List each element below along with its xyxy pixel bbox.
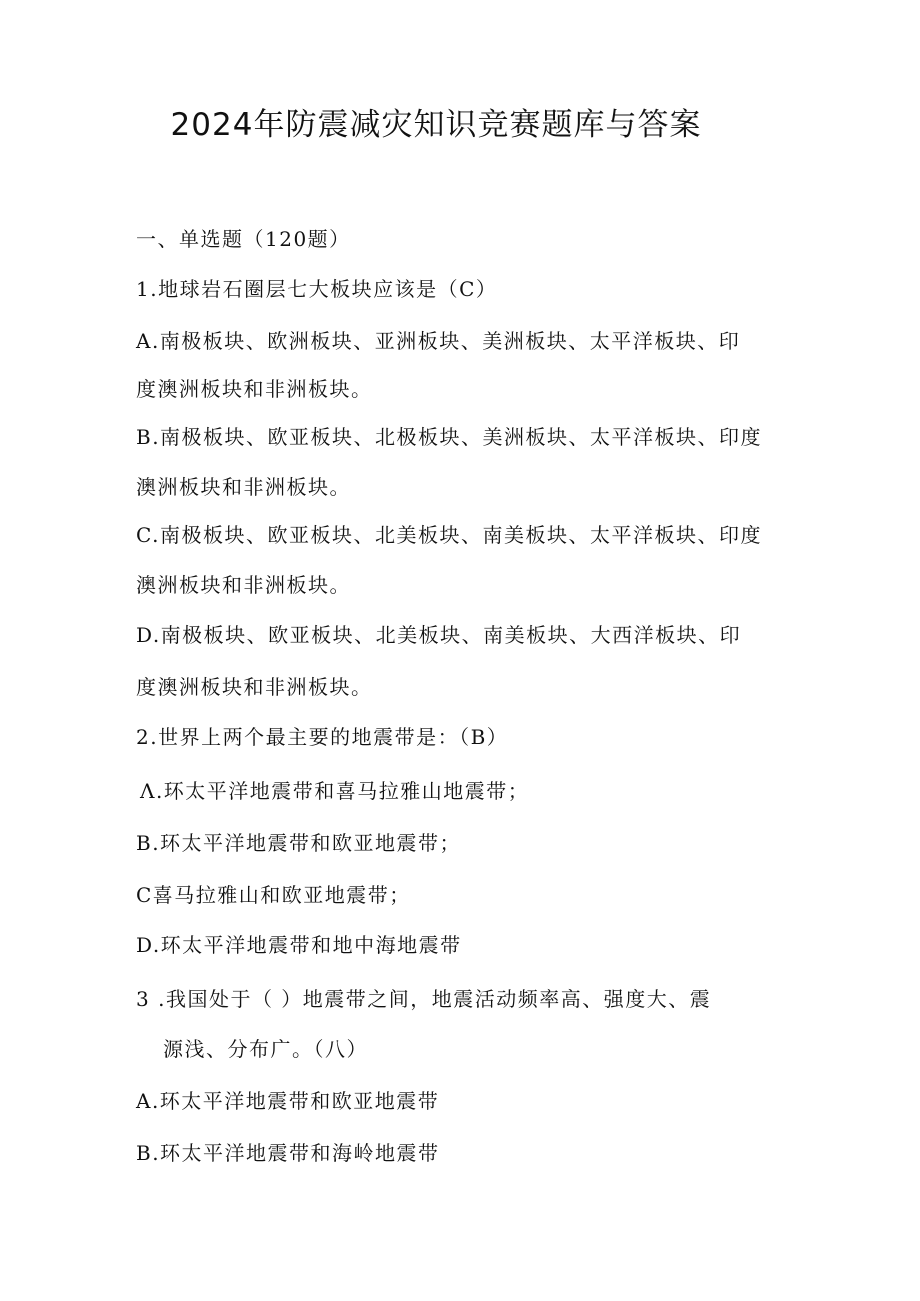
option-2a: Λ.环太平洋地震带和喜马拉雅山地震带； [140,779,530,803]
option-1a-line-1: A.南极板块、欧洲板块、亚洲板块、美洲板块、太平洋板块、印 [136,329,741,353]
section-heading: 一、单选题（120题） [136,227,351,251]
option-1b-line-2: 澳洲板块和非洲板块。 [136,475,351,499]
option-1d-line-1: D.南极板块、欧亚板块、北美板块、南美板块、大西洋板块、印 [136,623,742,647]
option-2c: C喜马拉雅山和欧亚地震带； [136,883,411,907]
option-1d-line-2: 度澳洲板块和非洲板块。 [136,675,373,699]
option-1a-line-2: 度澳洲板块和非洲板块。 [136,377,373,401]
option-3a: A.环太平洋地震带和欧亚地震带 [136,1089,440,1113]
document-title: 2024年防震减灾知识竞赛题库与答案 [170,107,702,143]
option-1b-line-1: B.南极板块、欧亚板块、北极板块、美洲板块、太平洋板块、印度 [136,425,763,449]
option-1c-line-2: 澳洲板块和非洲板块。 [136,573,351,597]
question-3-line-1: 3 .我国处于（ ）地震带之间，地震活动频率高、强度大、震 [136,987,712,1011]
option-1c-line-1: C.南极板块、欧亚板块、北美板块、南美板块、太平洋板块、印度 [136,523,762,547]
question-2: 2.世界上两个最主要的地震带是：（B） [136,725,509,749]
question-3-line-2: 源浅、分布广。（八） [163,1037,368,1061]
option-2d: D.环太平洋地震带和地中海地震带 [136,933,462,957]
question-1: 1.地球岩石圈层七大板块应该是（C） [136,277,498,301]
option-2b: B.环太平洋地震带和欧亚地震带； [136,831,462,855]
option-3b: B.环太平洋地震带和海岭地震带 [136,1141,440,1165]
